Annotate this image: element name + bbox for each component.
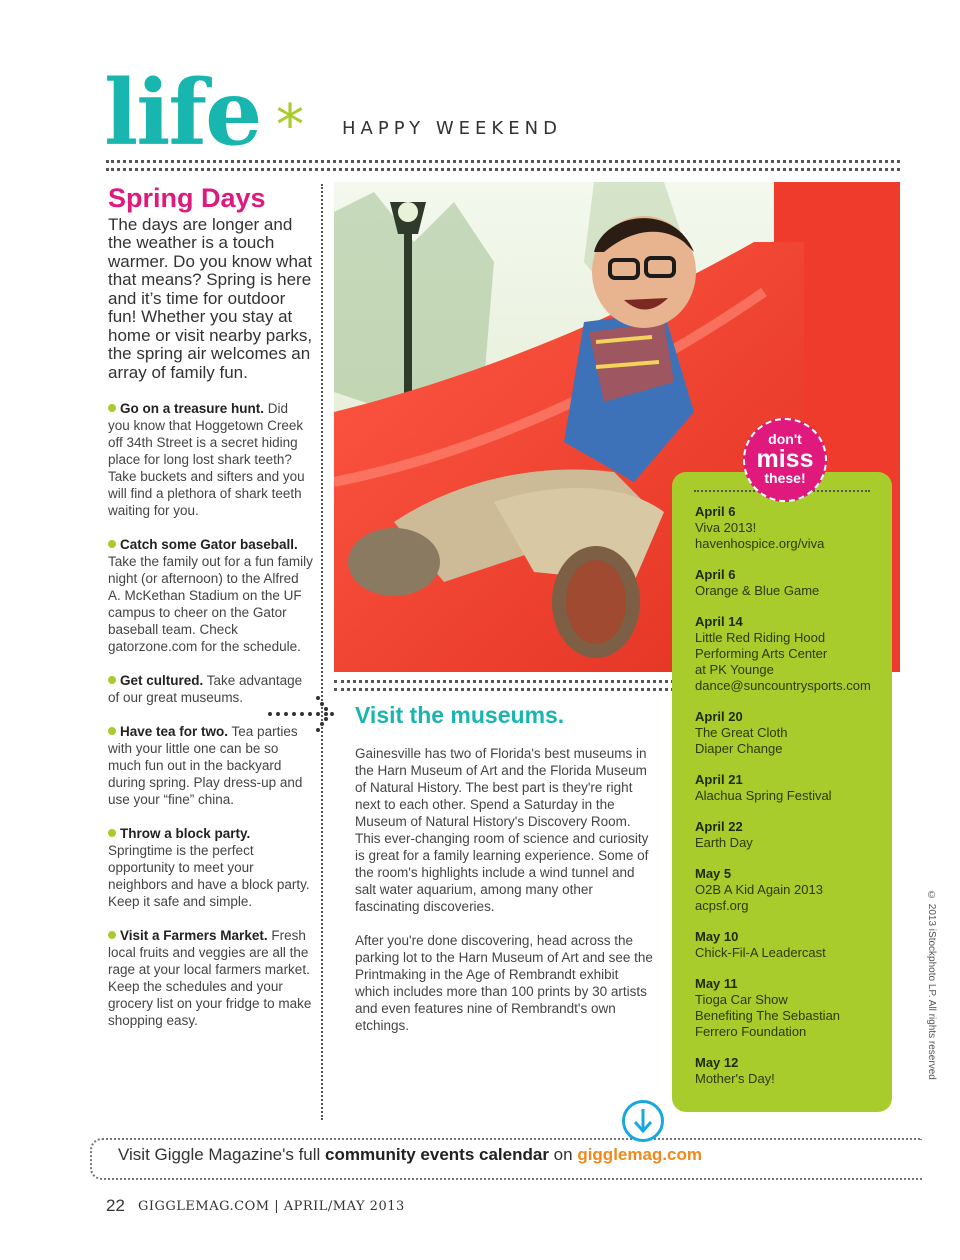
dont-miss-badge xyxy=(743,418,827,502)
bullet-dot-icon xyxy=(108,727,116,735)
event-detail: Diaper Change xyxy=(695,741,783,756)
event-detail: dance@suncountrysports.com xyxy=(695,678,871,693)
tip-text: Fresh local fruits and veggies are all the rage at your local farmers market. Keep the schedules and your grocery list on your fridge to make shopping easy. xyxy=(108,928,312,1029)
event-detail: Earth Day xyxy=(695,835,753,850)
header-divider-2 xyxy=(106,168,900,171)
event-item xyxy=(695,504,885,552)
museums-body xyxy=(355,745,655,1051)
event-item xyxy=(695,614,885,694)
event-detail: Performing Arts Center xyxy=(695,646,828,661)
tip-text: Tea parties with your little one can be so much fun out in the backyard during spring. Play dress-up and use your “fine” china. xyxy=(108,724,303,808)
event-detail: The Great Cloth xyxy=(695,725,788,740)
bullet-dot-icon xyxy=(108,404,116,412)
event-detail: acpsf.org xyxy=(695,898,749,913)
event-item xyxy=(695,1055,885,1087)
bullet-dot-icon xyxy=(108,540,116,548)
tip-heading: Get cultured. xyxy=(120,673,204,689)
page-number: 22 xyxy=(106,1196,125,1215)
event-date: April 14 xyxy=(695,614,743,629)
event-date: April 20 xyxy=(695,709,743,724)
event-detail: Mother's Day! xyxy=(695,1071,775,1086)
photo-divider xyxy=(334,680,674,683)
tip-heading: Throw a block party. xyxy=(120,826,251,842)
event-item xyxy=(695,866,885,914)
event-detail: Orange & Blue Game xyxy=(695,583,820,598)
tip-item xyxy=(108,400,313,519)
bullet-dot-icon xyxy=(108,676,116,684)
event-date: April 6 xyxy=(695,567,736,582)
tip-heading: Visit a Farmers Market. xyxy=(120,928,268,944)
event-item xyxy=(695,709,885,757)
event-item xyxy=(695,567,885,599)
column-divider xyxy=(321,184,323,1120)
header-divider xyxy=(106,160,900,163)
photo-credit: © 2013 iStockphoto LP. All rights reserved xyxy=(926,890,937,1080)
section-subtitle: HAPPY WEEKEND xyxy=(342,118,562,139)
tip-item xyxy=(108,723,313,808)
tip-text: Take advantage of our great museums. xyxy=(108,673,303,706)
event-detail: Alachua Spring Festival xyxy=(695,788,832,803)
tip-item xyxy=(108,927,313,1029)
photo-divider-2 xyxy=(334,688,674,691)
events-sidebar xyxy=(672,472,892,1112)
event-detail: Ferrero Foundation xyxy=(695,1024,807,1039)
event-detail: Little Red Riding Hood xyxy=(695,630,826,645)
event-item xyxy=(695,819,885,851)
event-item xyxy=(695,976,885,1040)
tip-heading: Go on a treasure hunt. xyxy=(120,401,265,417)
event-date: May 12 xyxy=(695,1055,739,1070)
footer-text xyxy=(118,1145,702,1165)
event-detail: Viva 2013! xyxy=(695,520,757,535)
tip-item xyxy=(108,536,313,655)
event-detail: at PK Younge xyxy=(695,662,774,677)
footer-link[interactable]: gigglemag.com xyxy=(577,1145,702,1164)
museums-title: Visit the museums. xyxy=(355,702,565,728)
museums-paragraph-1: Gainesville has two of Florida's best museums in the Harn Museum of Art and the Florida Museum of Natural History. The best part is they're right next to each other. Spend a Saturday in the Museum of Natural History's Discovery Room. This ever-changing room of science and curiosity is great for a family learning experience. Some of the room's highlights include a wind tunnel and salt water aquarium, among many other fascinating discoveries. xyxy=(355,746,649,914)
folio-text: GIGGLEMAG.COM | APRIL/MAY 2013 xyxy=(138,1199,405,1214)
event-detail: havenhospice.org/viva xyxy=(695,536,825,551)
tip-text: Springtime is the perfect opportunity to meet your neighbors and have a block party. Keep it safe and simple. xyxy=(108,843,310,910)
footer-bold: community events calendar xyxy=(325,1145,549,1164)
spring-days-title: Spring Days xyxy=(108,183,266,213)
tip-heading: Have tea for two. xyxy=(120,724,229,740)
down-arrow-circle-icon[interactable] xyxy=(622,1100,664,1142)
event-date: April 22 xyxy=(695,819,743,834)
event-date: April 21 xyxy=(695,772,743,787)
bullet-dot-icon xyxy=(108,931,116,939)
footer-lead: Visit Giggle Magazine's full xyxy=(118,1145,326,1164)
museums-paragraph-2: After you're done discovering, head across the parking lot to the Harn Museum of Art and see the Printmaking in the Age of Rembrandt exhibit which includes more than 100 prints by 30 artists and even features nine of Rembrandt's own etchings. xyxy=(355,933,653,1033)
tip-text: Did you know that Hoggetown Creek off 34th Street is a secret hiding place for long lost shark teeth? Take buckets and sifters and you will find a plethora of shark teeth waiting for you. xyxy=(108,401,305,519)
spring-days-intro: The days are longer and the weather is a touch warmer. Do you know what that means? Spring is here and it’s time for outdoor fun! Whether you stay at home or visit nearby parks, the spring air welcomes an array of family fun. xyxy=(108,214,313,382)
asterisk-icon: * xyxy=(276,93,304,158)
event-date: May 5 xyxy=(695,866,732,881)
event-item xyxy=(695,929,885,961)
footer-mid: on xyxy=(548,1145,578,1164)
event-item xyxy=(695,772,885,804)
spring-days-column xyxy=(108,184,313,1046)
event-detail: Benefiting The Sebastian xyxy=(695,1008,841,1023)
event-date: May 11 xyxy=(695,976,738,991)
event-detail: O2B A Kid Again 2013 xyxy=(695,882,823,897)
bullet-dot-icon xyxy=(108,829,116,837)
badge-line-3: these! xyxy=(764,470,806,486)
tip-item xyxy=(108,825,313,910)
event-detail: Chick-Fil-A Leadercast xyxy=(695,945,826,960)
event-date: May 10 xyxy=(695,929,739,944)
event-detail: Tioga Car Show xyxy=(695,992,788,1007)
tip-text: Take the family out for a fun family night (or afternoon) to the Alfred A. McKethan Stadium on the UF campus to cheer on the Gator baseball team. Check gatorzone.com for the schedule. xyxy=(108,554,313,655)
badge-line-2: miss xyxy=(756,445,814,473)
tip-heading: Catch some Gator baseball. xyxy=(120,537,298,553)
event-date: April 6 xyxy=(695,504,736,519)
dotted-arrow-icon xyxy=(266,694,338,734)
badge-line-1: don't xyxy=(768,431,802,447)
section-title: life xyxy=(104,60,261,166)
events-list xyxy=(695,504,885,1102)
